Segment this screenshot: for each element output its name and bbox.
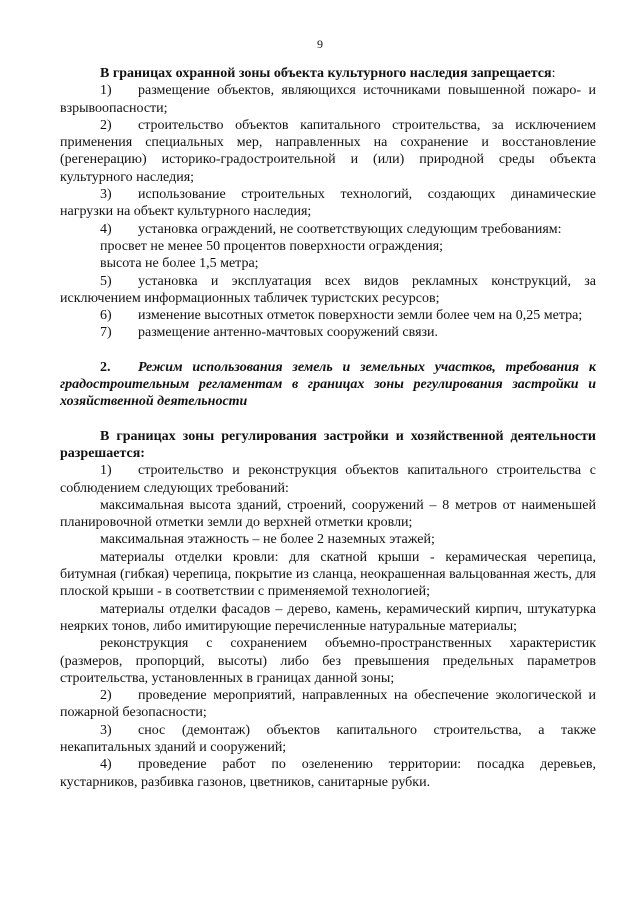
section2-heading (60, 359, 596, 411)
list-item (60, 307, 596, 324)
list-item-text: проведение мероприятий, направленных на обеспечение экологической и пожарной безопасности; (60, 688, 596, 721)
section1-intro (60, 65, 596, 82)
sub-requirement: высота не более 1,5 метра; (100, 256, 259, 272)
list-item-number: 2) (100, 688, 112, 704)
list-item-text: строительство объектов капитального строительства, за исключением применения специальных мер, направленных на сохранение и восстановление (регенерацию) историко-градостроительной и (или) природной среды объекта культурного наследия; (60, 117, 596, 185)
list-item (60, 722, 596, 757)
section1-intro-text: В границах охранной зоны объекта культурного наследия запрещается (100, 66, 552, 81)
list-item (60, 186, 596, 221)
sub-requirement: материалы отделки фасадов – дерево, камень, керамический кирпич, штукатурка неярких тонов, либо имитирующие перечисленные натуральные материалы; (60, 601, 596, 634)
list-item-number: 1) (100, 463, 112, 479)
list-item-text: размещение антенно-мачтовых сооружений связи. (138, 325, 439, 341)
sub-requirement: материалы отделки кровли: для скатной крыши - керамическая черепица, битумная (гибкая) черепица, покрытие из сланца, неокрашенная вальцованная жесть, для плоской крыши - в соответствии с применяемой технологией; (60, 549, 596, 600)
list-item-text: установка и эксплуатация всех видов рекламных конструкций, за исключением информационных табличек туристских ресурсов; (60, 273, 596, 306)
list-item-text: проведение работ по озеленению территории: посадка деревьев, кустарников, разбивка газонов, цветников, санитарные рубки. (60, 757, 596, 790)
list-item (60, 687, 596, 722)
section2-number: 2. (100, 359, 111, 375)
list-item-text: использование строительных технологий, создающих динамические нагрузки на объект культурного наследия; (60, 187, 596, 220)
list-item-number: 3) (100, 722, 112, 738)
list-item-number: 7) (100, 325, 112, 341)
list-item (60, 117, 596, 186)
list-item (60, 756, 596, 791)
list-item-number: 1) (100, 83, 112, 99)
list-item-text: установка ограждений, не соответствующих следующим требованиям: (138, 221, 562, 237)
list-item-number: 4) (100, 757, 112, 773)
section3-intro (60, 428, 596, 463)
sub-requirement: максимальная этажность – не более 2 наземных этажей; (100, 532, 435, 548)
section1-intro-colon: : (551, 66, 556, 81)
list-item-text: снос (демонтаж) объектов капитального строительства, а также некапитальных зданий и сооружений; (60, 722, 596, 755)
list-item-number: 5) (100, 273, 112, 289)
sub-requirement: реконструкция с сохранением объемно-пространственных характеристик (размеров, пропорций, высоты) либо без превышения предельных параметров строительства, установленных в границах данной зоны; (60, 636, 596, 686)
page-number: 9 (317, 37, 323, 51)
list-item-text: размещение объектов, являющихся источниками повышенной пожаро- и взрывоопасности; (60, 83, 596, 116)
list-item (60, 462, 596, 497)
list-item (60, 324, 596, 341)
sub-requirement: просвет не менее 50 процентов поверхности ограждения; (100, 238, 444, 254)
sub-requirement: максимальная высота зданий, строений, сооружений – 8 метров от наименьшей планировочной отметки земли до верхней отметки кровли; (60, 497, 596, 531)
document-body (60, 65, 596, 791)
list-item-number: 4) (100, 221, 112, 237)
section2-title: Режим использования земель и земельных участков, требования к градостроительным регламентам в границах зоны регулирования застройки и хозяйственной деятельности (60, 359, 596, 410)
list-item-number: 3) (100, 187, 112, 203)
list-item-number: 2) (100, 117, 112, 133)
list-item (60, 82, 596, 117)
list-item-text: строительство и реконструкция объектов капитального строительства с соблюдением следующих требований: (60, 463, 596, 496)
list-item (60, 221, 596, 238)
section3-intro-text: В границах зоны регулирования застройки и хозяйственной деятельности разрешается: (60, 428, 596, 461)
list-item-text: изменение высотных отметок поверхности земли более чем на 0,25 метра; (138, 308, 583, 324)
list-item-number: 6) (100, 308, 112, 324)
list-item (60, 273, 596, 308)
